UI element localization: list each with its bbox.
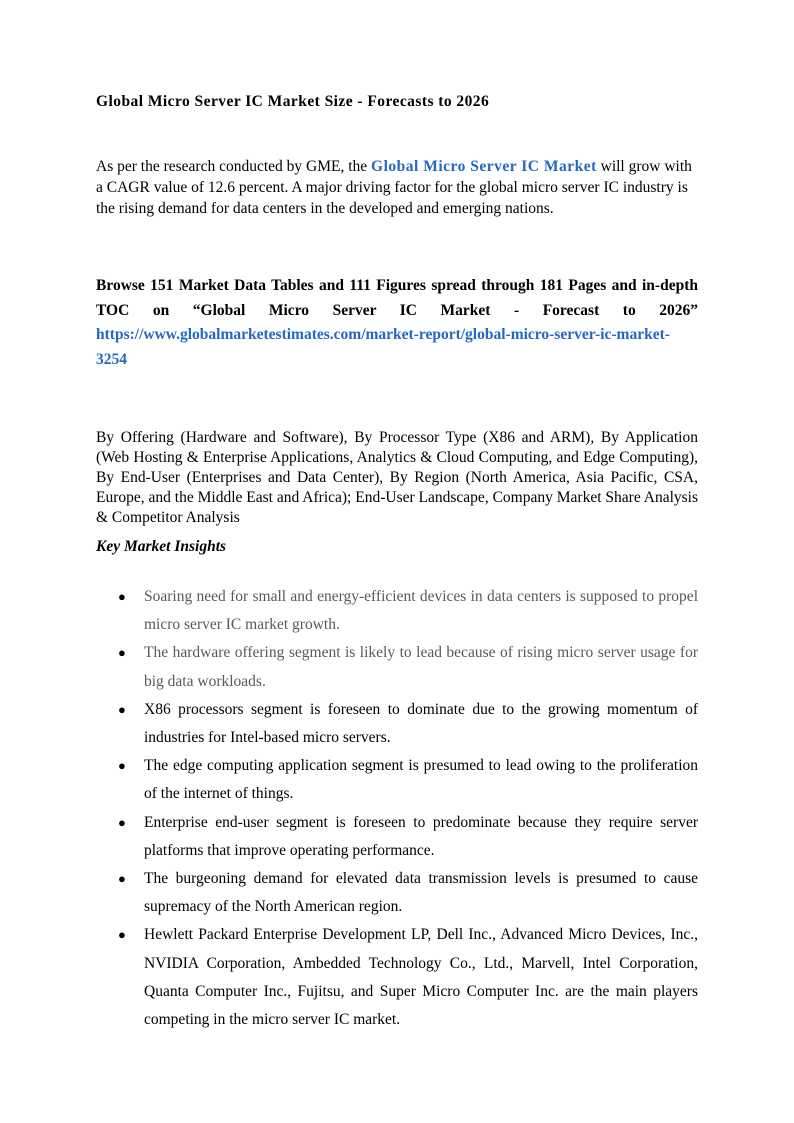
intro-text-after: will grow with a CAGR value of 12.6 percent. A major driving factor for the global micro server IC industry is the rising demand for data centers in the developed and emerging nations. — [96, 158, 692, 217]
report-url-link[interactable]: https://www.globalmarketestimates.com/market-report/global-micro-server-ic-market-3254 — [96, 326, 670, 368]
bullet-icon: ● — [118, 589, 126, 604]
bullet-icon: ● — [118, 927, 126, 943]
browse-paragraph — [96, 274, 698, 372]
bullet-icon: ● — [118, 645, 126, 661]
bullet-icon: ● — [118, 701, 126, 717]
list-item — [96, 639, 698, 695]
list-item — [96, 696, 698, 752]
insight-text: Enterprise end-user segment is foreseen to predominate because they require server platforms that improve operating performance. — [144, 813, 698, 859]
browse-text: Browse 151 Market Data Tables and 111 Figures spread through 181 Pages and in-depth TOC on “Global Micro Server IC Market - Forecast to 2026” — [96, 277, 698, 319]
insight-text: The hardware offering segment is likely to lead because of rising micro server usage for big data workloads. — [144, 644, 698, 690]
intro-text-before: As per the research conducted by GME, the — [96, 158, 372, 175]
document-title: Global Micro Server IC Market Size - Forecasts to 2026 — [96, 93, 490, 110]
market-link[interactable]: Global Micro Server IC Market — [371, 158, 597, 175]
insight-text: Soaring need for small and energy-efficient devices in data centers is supposed to propel micro server IC market growth. — [144, 588, 698, 634]
list-item — [96, 921, 698, 1034]
insight-text: X86 processors segment is foreseen to dominate due to the growing momentum of industries for Intel-based micro servers. — [144, 700, 698, 747]
list-item — [96, 809, 698, 865]
bullet-icon: ● — [118, 758, 126, 774]
insights-list — [96, 583, 698, 1034]
insights-heading: Key Market Insights — [96, 538, 227, 555]
segmentation-paragraph: By Offering (Hardware and Software), By Processor Type (X86 and ARM), By Application (Web Hosting & Enterprise Applications, Analytics & Cloud Computing, and Edge Computing), By End-User (Enterprises and Data Center), By Region (North America, Asia Pacific, CSA, Europe, and the Middle East and Africa); End-User Landscape, Company Market Share Analysis & Competitor Analysis — [96, 429, 698, 526]
bullet-icon: ● — [118, 871, 126, 887]
list-item — [96, 865, 698, 921]
list-item — [96, 583, 698, 639]
insight-text: The edge computing application segment is presumed to lead owing to the proliferation of the internet of things. — [144, 757, 698, 803]
insight-text: The burgeoning demand for elevated data transmission levels is presumed to cause supremacy of the North American region. — [144, 870, 698, 916]
list-item — [96, 752, 698, 808]
insight-text: Hewlett Packard Enterprise Development LP, Dell Inc., Advanced Micro Devices, Inc., NVIDIA Corporation, Ambedded Technology Co., Ltd., Marvell, Intel Corporation, Quanta Computer Inc., Fujitsu, and Super Micro Computer Inc. are the main players competing in the micro server IC market. — [144, 926, 698, 1029]
bullet-icon: ● — [118, 814, 126, 830]
intro-paragraph — [96, 156, 698, 219]
